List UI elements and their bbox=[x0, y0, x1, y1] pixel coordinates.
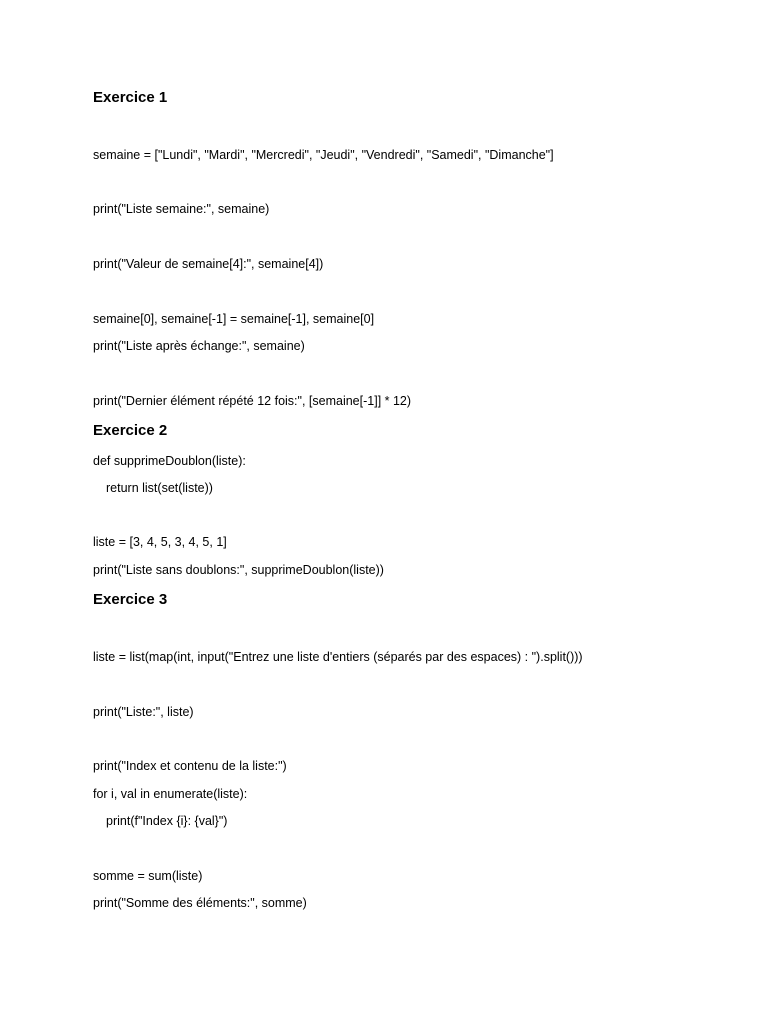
exercise-1-title: Exercice 1 bbox=[93, 89, 168, 106]
code-line-indented: return list(set(liste)) bbox=[106, 481, 213, 495]
code-line: def supprimeDoublon(liste): bbox=[93, 454, 246, 468]
code-line: print("Somme des éléments:", somme) bbox=[93, 896, 307, 910]
code-line: print("Dernier élément répété 12 fois:", [semaine[-1]] * 12) bbox=[93, 394, 412, 408]
code-line: print("Liste après échange:", semaine) bbox=[93, 339, 305, 353]
code-line-indented: print(f"Index {i}: {val}") bbox=[106, 814, 228, 828]
code-line: print("Valeur de semaine[4]:", semaine[4]) bbox=[93, 257, 324, 271]
exercise-3-title: Exercice 3 bbox=[93, 591, 168, 608]
code-line: for i, val in enumerate(liste): bbox=[93, 787, 248, 801]
code-line: liste = [3, 4, 5, 3, 4, 5, 1] bbox=[93, 535, 227, 549]
code-line: semaine[0], semaine[-1] = semaine[-1], semaine[0] bbox=[93, 312, 375, 326]
code-line: print("Liste semaine:", semaine) bbox=[93, 202, 270, 216]
code-line: semaine = ["Lundi", "Mardi", "Mercredi", "Jeudi", "Vendredi", "Samedi", "Dimanche"] bbox=[93, 148, 554, 162]
code-line: print("Liste:", liste) bbox=[93, 705, 194, 719]
code-line: print("Liste sans doublons:", supprimeDoublon(liste)) bbox=[93, 563, 384, 577]
exercise-2-title: Exercice 2 bbox=[93, 422, 168, 439]
code-line: somme = sum(liste) bbox=[93, 869, 203, 883]
code-line: liste = list(map(int, input("Entrez une liste d'entiers (séparés par des espaces) : ").split())) bbox=[93, 650, 583, 664]
code-line: print("Index et contenu de la liste:") bbox=[93, 759, 287, 773]
